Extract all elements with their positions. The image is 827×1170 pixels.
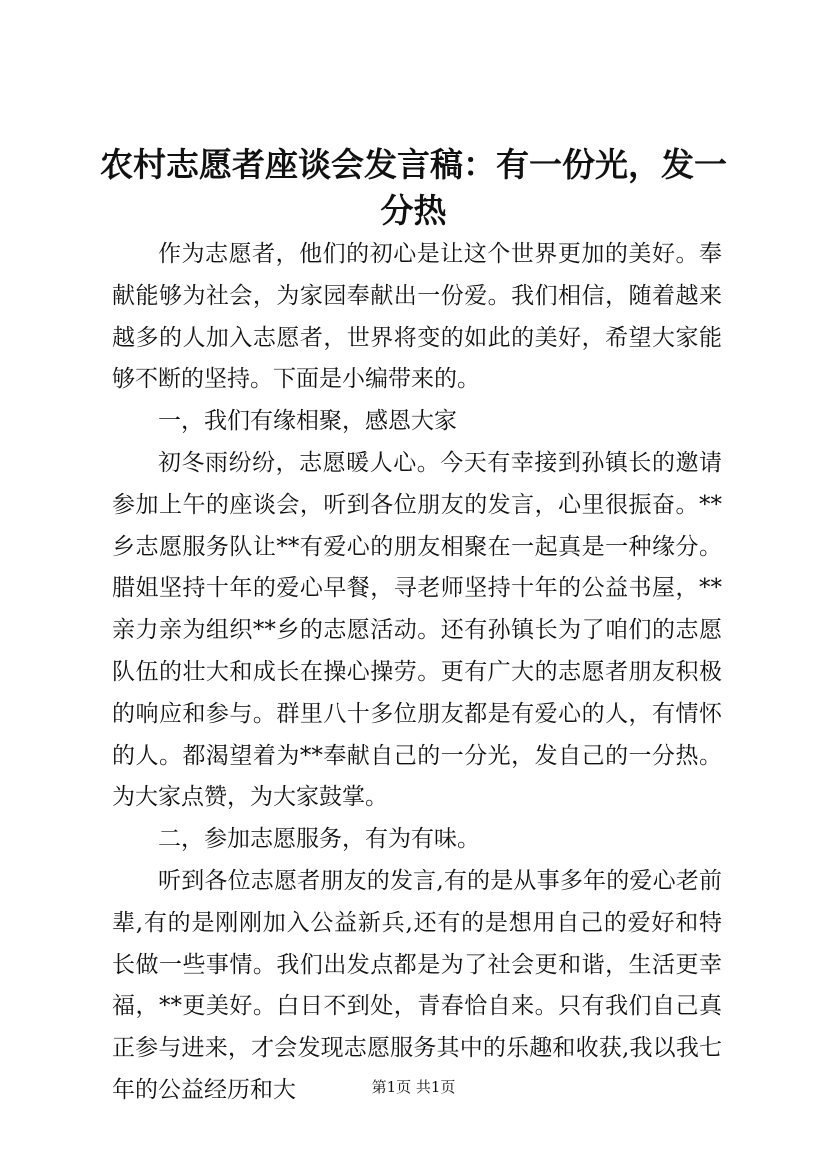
section-heading-2: 二，参加志愿服务，有为有味。 [158,826,480,853]
document-body [112,234,722,1112]
page-number-footer: 第1页 共1页 [371,1078,456,1096]
section-heading-1: 一，我们有缘相聚，感恩大家 [158,408,457,435]
section-2-paragraph: 听到各位志愿者朋友的发言,有的是从事多年的爱心老前辈,有的是刚刚加入公益新兵,还有的是想用自己的爱好和特长做一些事情。我们出发点都是为了社会更和谐，生活更幸福，**更美好。白日不到处，青春恰自来。只有我们自己真正参与进来，才会发现志愿服务其中的乐趣和收获,我以我七年的公益经历和大 [112,867,722,1103]
intro-paragraph: 作为志愿者，他们的初心是让这个世界更加的美好。奉献能够为社会，为家园奉献出一份爱。我们相信，随着越来越多的人加入志愿者，世界将变的如此的美好，希望大家能够不断的坚持。下面是小编带来的。 [112,241,722,393]
section-1-paragraph: 初冬雨纷纷，志愿暖人心。今天有幸接到孙镇长的邀请参加上午的座谈会，听到各位朋友的发言，心里很振奋。**乡志愿服务队让**有爱心的朋友相聚在一起真是一种缘分。腊姐坚持十年的爱心早餐，寻老师坚持十年的公益书屋，**亲力亲为组织**乡的志愿活动。还有孙镇长为了咱们的志愿队伍的壮大和成长在操心操劳。更有广大的志愿者朋友积极的响应和参与。群里八十多位朋友都是有爱心的人，有情怀的人。都渴望着为**奉献自己的一分光，发自己的一分热。为大家点赞，为大家鼓掌。 [112,449,722,811]
page-title: 农村志愿者座谈会发言稿：有一份光，发一分热 [100,145,727,230]
